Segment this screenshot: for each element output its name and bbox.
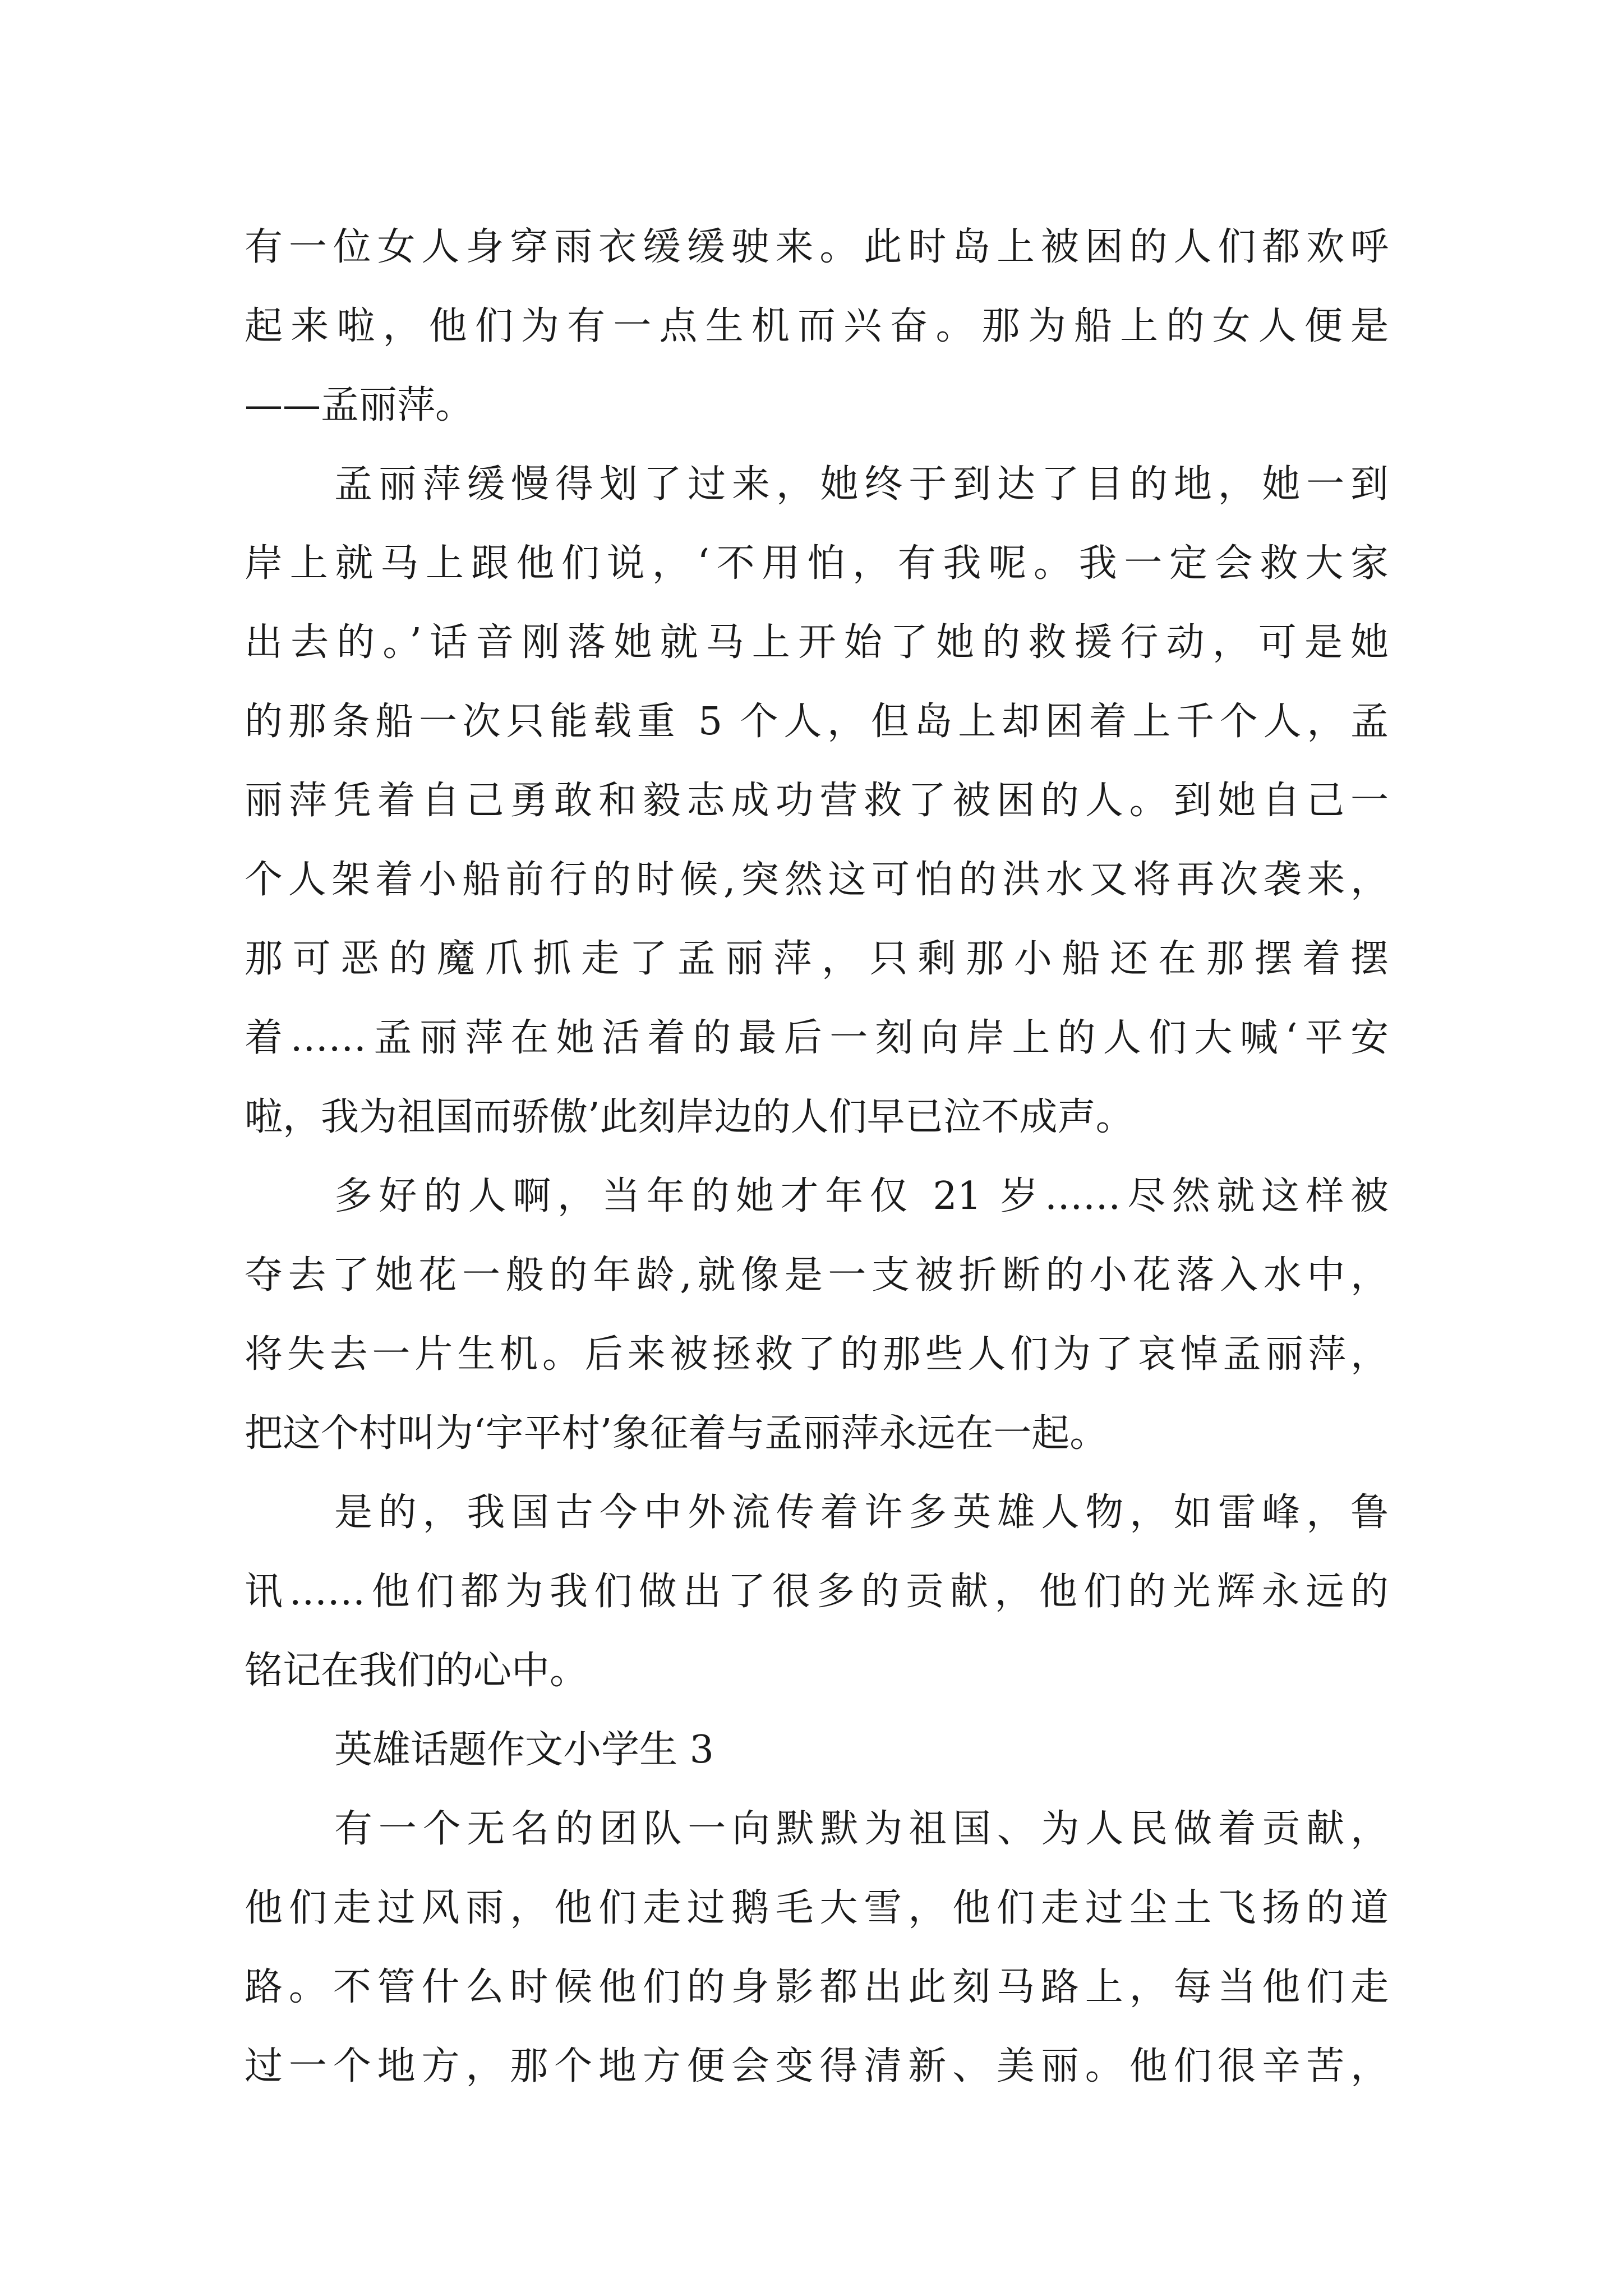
text-line: 铭记在我们的心中。: [245, 1649, 588, 1693]
text-line: 啦，我为祖国而骄傲’此刻岸边的人们早已泣不成声。: [245, 1095, 1134, 1139]
text-line: 的那条船一次只能载重 5 个人，但岛上却困着上千个人，孟: [245, 700, 1389, 744]
text-line: 多好的人啊，当年的她才年仅 21 岁……尽然就这样被: [334, 1174, 1389, 1218]
text-line: 路。不管什么时候他们的身影都出此刻马路上，每当他们走: [245, 1965, 1389, 2009]
text-line: 出去的。’话音刚落她就马上开始了她的救援行动，可是她: [245, 620, 1389, 665]
text-line: 夺去了她花一般的年龄,就像是一支被折断的小花落入水中，: [245, 1253, 1389, 1297]
text-line: 岸上就马上跟他们说，‘不用怕，有我呢。我一定会救大家: [245, 541, 1389, 586]
text-line: 是的，我国古今中外流传着许多英雄人物，如雷峰，鲁: [334, 1490, 1389, 1535]
text-line: 将失去一片生机。后来被拯救了的那些人们为了哀悼孟丽萍，: [245, 1332, 1389, 1377]
text-line: 孟丽萍缓慢得划了过来，她终于到达了目的地，她一到: [334, 462, 1389, 507]
text-line: 把这个村叫为‘宇平村’象征着与孟丽萍永远在一起。: [245, 1411, 1108, 1456]
text-line: 有一位女人身穿雨衣缓缓驶来。此时岛上被困的人们都欢呼: [245, 225, 1389, 269]
text-line: 他们走过风雨，他们走过鹅毛大雪，他们走过尘土飞扬的道: [245, 1886, 1389, 1930]
text-line: 个人架着小船前行的时候,突然这可怕的洪水又将再次袭来，: [245, 858, 1389, 902]
text-line: 起来啦，他们为有一点生机而兴奋。那为船上的女人便是: [245, 304, 1389, 348]
text-line: 那可恶的魔爪抓走了孟丽萍，只剩那小船还在那摆着摆: [245, 937, 1389, 981]
text-line: 着……孟丽萍在她活着的最后一刻向岸上的人们大喊‘平安: [245, 1016, 1389, 1060]
text-line: 英雄话题作文小学生 3: [334, 1728, 714, 1772]
text-line: ——孟丽萍。: [245, 383, 474, 427]
text-line: 有一个无名的团队一向默默为祖国、为人民做着贡献，: [334, 1807, 1389, 1851]
document-body: [245, 208, 1389, 2106]
text-line: 讯……他们都为我们做出了很多的贡献，他们的光辉永远的: [245, 1570, 1389, 1614]
text-line: 丽萍凭着自己勇敢和毅志成功营救了被困的人。到她自己一: [245, 779, 1389, 823]
text-line: 过一个地方，那个地方便会变得清新、美丽。他们很辛苦，: [245, 2044, 1389, 2088]
